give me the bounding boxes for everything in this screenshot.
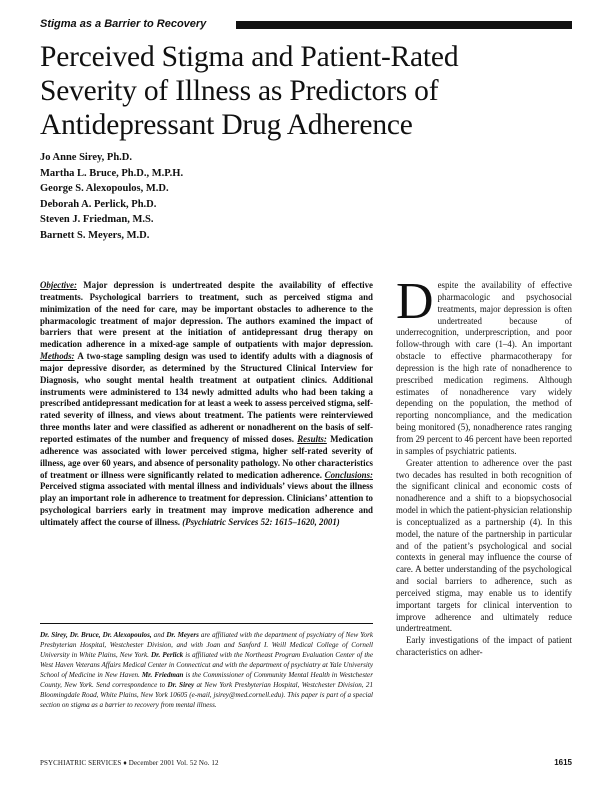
- footnote-author: Dr. Sirey: [167, 681, 195, 690]
- footnote-author: Mr. Friedman: [141, 671, 184, 680]
- abstract-objective-label: Objective:: [40, 280, 77, 290]
- abstract-methods-text: A two-stage sampling design was used to identify adults with a diagnosis of major depressive disorder, as determined by the Structured Clinical Interview for Diagnosis, who sought mental health treatment at outpatient clinics. Additional instruments were administered to 134 newly admitted adults who had been taking a prescribed antidepressant medication for at least a week to assess perceived stigma, self-rated severity of illness, and views about treatment. The patients were reinterviewed three months later and were classified as adherent or nonadherent on the basis of self-reported estimates of the number and frequency of missed doses.: [40, 351, 373, 444]
- author-list: [40, 150, 183, 243]
- title-line: Antidepressant Drug Adherence: [40, 109, 413, 141]
- footnote-text: at New York Presbyterian Hospital, Westchester Division, 21 Bloomingdale Road, White Plains, New York 10605 (e-mail, jsirey@med.cornell.edu). This paper is part of a special section on stigma as a barrier to recovery from mental illness.: [40, 681, 374, 710]
- footnote-text: are affiliated with the department of psychiatry of New York Presbyterian Hospital, Westchester Division, and with Joan and Sanford I. Weill Medical College of Cornell University in White Plains, New York.: [40, 631, 373, 660]
- abstract-methods-label: Methods:: [40, 351, 75, 362]
- article-title: [40, 40, 580, 142]
- author: George S. Alexopoulos, M.D.: [40, 183, 169, 194]
- body-text-column: [396, 273, 572, 659]
- abstract-conclusions-label: Conclusions:: [324, 469, 373, 480]
- abstract-conclusions-text: Perceived stigma associated with mental illness and individuals’ views about the illness play an important role in adherence to treatment for depression. Clinicians’ attention to psychological barriers early in treatment may improve medication adherence and ultimately affect the course of illness.: [40, 481, 373, 527]
- author: Martha L. Bruce, Ph.D., M.P.H.: [40, 167, 184, 179]
- body-paragraph: Greater attention to adherence over the past two decades has resulted in both recognition of the significant clinical and economic costs of nonadherence and a shift to a biopsychosocial model in which the patient-physician relationship is conceptualized as a partnership (4). In this model, the nature of the partnership in particular and of the patient’s psychological and social contexts in general may influence the course of care. A better understanding of the psychological and social barriers to adherence, such as perceived stigma, may enable us to identify important targets for clinical intervention to improve adherence and ultimately reduce undertreatment.: [396, 457, 572, 634]
- footnote-divider: [40, 623, 373, 624]
- author-affiliations-footnote: [40, 630, 373, 710]
- abstract-results-text: Medication adherence was associated with lower perceived stigma, higher self-rated severity of illness, age over 60 years, and absence of personality pathology. No other characteristics of treatment or illness were significantly related to medication adherence.: [40, 433, 373, 480]
- page-number: 1615: [554, 758, 572, 767]
- footnote-authors: Dr. Sirey, Dr. Bruce, Dr. Alexopoulos,: [40, 631, 152, 639]
- footnote-text: is the Commissioner of Community Mental Health in Westchester County, New York. Send correspondence to: [40, 671, 373, 690]
- abstract-citation: (Psychiatric Services 52: 1615–1620, 2001): [182, 516, 340, 527]
- abstract: [40, 280, 373, 529]
- title-line: Severity of Illness as Predictors of: [40, 75, 439, 107]
- footnote-author: Dr. Perlick: [151, 651, 184, 660]
- journal-footer: PSYCHIATRIC SERVICES ♦ December 2001 Vol. 52 No. 12: [40, 759, 219, 767]
- footnote-author: Dr. Meyers: [166, 631, 199, 639]
- abstract-results-label: Results:: [297, 433, 327, 444]
- author: Jo Anne Sirey, Ph.D.: [40, 152, 132, 163]
- drop-cap: D: [396, 273, 434, 330]
- abstract-objective-text: Major depression is undertreated despite the availability of effective treatments. Psychological barriers to treatment, such as perceived stigma and minimization of the need for care, may be important obstacles to adherence to the pharmacologic treatment of major depression. The authors examined the impact of barriers that were present at the initiation of antidepressant drug therapy on medication adherence in a mixed-age sample of outpatients with major depression.: [40, 280, 373, 350]
- body-paragraph: [396, 273, 572, 458]
- paragraph-text: espite the availability of effective pharmacologic and psychosocial treatments, major depression is often undertreated because of underrecognition, underprescription, and poor follow-through with care (1–4). An important obstacle to effective pharmacotherapy for depression is the high rate of nonadherence to prescribed medication regimens. Although estimates of nonadherence vary widely depending on the population, the method of reporting noncompliance, and the medication being monitored (5), nonadherence rates ranging from 29 percent to 46 percent have been reported in samples of psychiatric patients.: [396, 280, 572, 456]
- footnote-text: and: [151, 631, 167, 639]
- section-rule: [236, 21, 572, 29]
- author: Barnett S. Meyers, M.D.: [40, 229, 150, 241]
- author: Steven J. Friedman, M.S.: [40, 214, 154, 225]
- author: Deborah A. Perlick, Ph.D.: [40, 198, 157, 210]
- section-label: Stigma as a Barrier to Recovery: [40, 18, 207, 30]
- body-paragraph: Early investigations of the impact of patient characteristics on adher-: [396, 635, 572, 658]
- title-line: Perceived Stigma and Patient-Rated: [40, 41, 459, 73]
- footnote-text: is affiliated with the Northeast Program Evaluation Center of the West Haven Veterans Affairs Medical Center in Connecticut and with the department of psychiatry at Yale University School of Medicine in New Haven.: [40, 651, 373, 680]
